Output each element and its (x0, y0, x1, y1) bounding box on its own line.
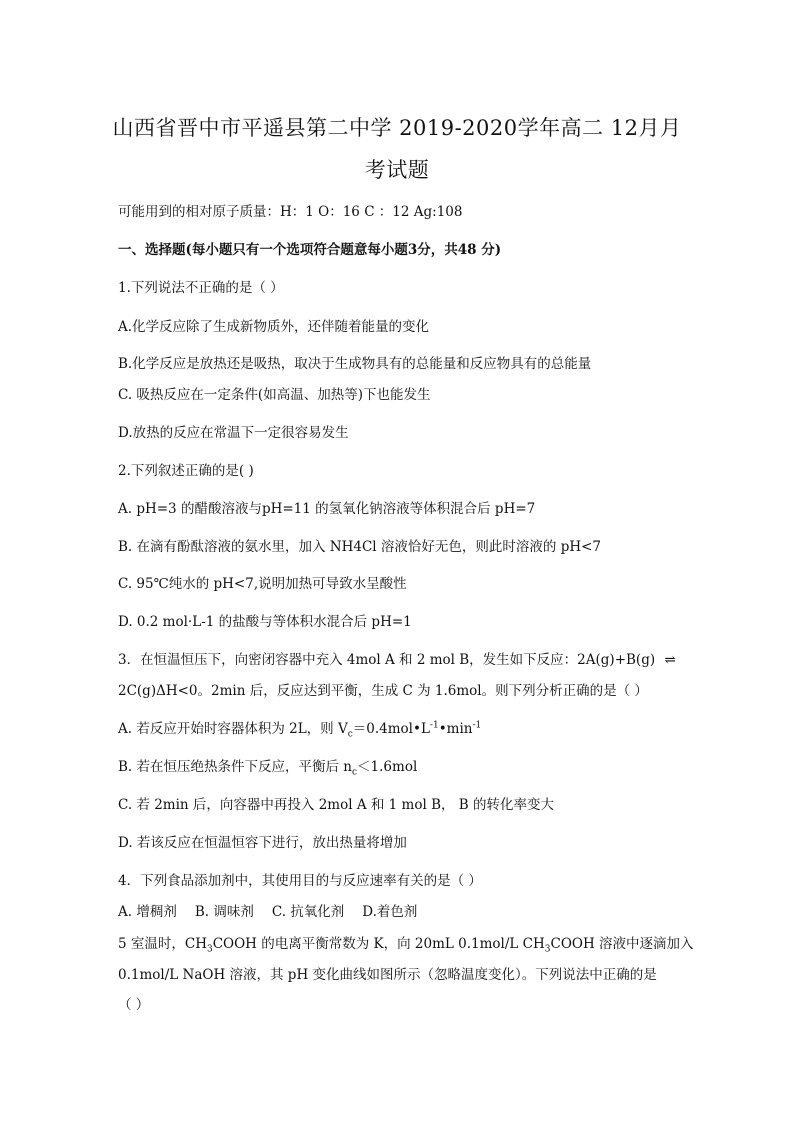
question-2-option-d: D. 0.2 mol·L-1 的盐酸与等体积水混合后 pH=1 (118, 614, 412, 630)
superscript: -1 (429, 720, 439, 731)
question-3-option-d: D. 若该反应在恒温恒容下进行，放出热量将增加 (118, 835, 407, 851)
question-3-stem-text: 3．在恒温恒压下，向密闭容器中充入 4mol A 和 2 mol B，发生如下反应：2A(g)+B(g) (118, 652, 656, 668)
question-4-stem: 4．下列食品添加剂中，其使用目的与反应速率有关的是（ ） (118, 873, 482, 889)
section-heading: 一、选择题(每小题只有一个选项符合题意每小题3分，共48 分) (118, 242, 502, 258)
page-title-line1: 山西省晋中市平遥县第二中学 2019-2020学年高二 12月月 (112, 116, 682, 140)
page-title-line2: 考试题 (364, 158, 430, 182)
question-5-stem-line1 (118, 932, 694, 955)
question-2-option-c: C. 95℃纯水的 pH<7,说明加热可导致水呈酸性 (118, 576, 407, 592)
question-5-stem-line3: （ ） (118, 997, 150, 1013)
question-4-option-b: B. 调味剂 (194, 904, 254, 920)
subscript: c (347, 729, 353, 740)
question-5-stem-line2: 0.1mol/L NaOH 溶液，其 pH 变化曲线如图所示（忽略温度变化）。下列说法中正确的是 (118, 967, 657, 983)
option-a-text: A. 若反应开始时容器体积为 2L，则 V (118, 721, 348, 737)
question-1-option-b: B.化学反应是放热还是吸热，取决于生成物具有的总能量和反应物具有的总能量 (118, 356, 592, 372)
question-2-option-a: A. pH=3 的醋酸溶液与pH=11 的氢氧化钠溶液等体积混合后 pH=7 (118, 501, 536, 517)
question-4-option-d: D.着色剂 (362, 904, 418, 920)
question-4-option-c: C. 抗氧化剂 (271, 904, 345, 920)
question-2-stem: 2.下列叙述正确的是( ) (118, 463, 254, 479)
question-4-options (118, 900, 435, 920)
question-3-option-b (118, 755, 417, 778)
subscript: c (352, 767, 358, 778)
question-3-stem-line1 (118, 648, 685, 668)
question-1-stem: 1.下列说法不正确的是（ ） (118, 280, 284, 296)
q5-text: 5 室温时，CH (118, 936, 207, 952)
subscript: 3 (544, 944, 551, 955)
question-2-option-b: B. 在滴有酚酞溶液的氨水里，加入 NH4Cl 溶液恰好无色，则此时溶液的 pH<7 (118, 539, 602, 555)
question-3-option-a (118, 717, 481, 740)
question-1-option-d: D.放热的反应在常温下一定很容易发生 (118, 425, 349, 441)
question-3-option-c: C. 若 2min 后，向容器中再投入 2mol A 和 1 mol B， B 的转化率变大 (118, 797, 555, 813)
option-b-text: ＜1.6mol (357, 759, 418, 775)
option-a-text: ＝0.4mol•L (352, 721, 430, 737)
subscript: 3 (206, 944, 213, 955)
question-1-option-a: A.化学反应除了生成新物质外，还伴随着能量的变化 (118, 319, 430, 335)
question-3-stem-line2: 2C(g)ΔH<0。2min 后，反应达到平衡，生成 C 为 1.6mol。则下列分析正确的是（ ） (118, 683, 648, 699)
q5-text: COOH 溶液中逐滴加入 (550, 936, 694, 952)
q5-text: COOH 的电离平衡常数为 K，向 20mL 0.1mol/L CH (212, 936, 545, 952)
superscript: -1 (472, 720, 482, 731)
question-1-option-c: C. 吸热反应在一定条件(如高温、加热等)下也能发生 (118, 387, 431, 403)
question-4-option-a: A. 增稠剂 (118, 904, 177, 920)
equilibrium-arrow-icon: ⇌ (664, 652, 676, 668)
option-b-text: B. 若在恒压绝热条件下反应，平衡后 n (118, 759, 352, 775)
atomic-masses-note: 可能用到的相对原子质量：H：1 O：16 C ：12 Ag:108 (118, 204, 463, 220)
option-a-text: •min (438, 721, 473, 737)
